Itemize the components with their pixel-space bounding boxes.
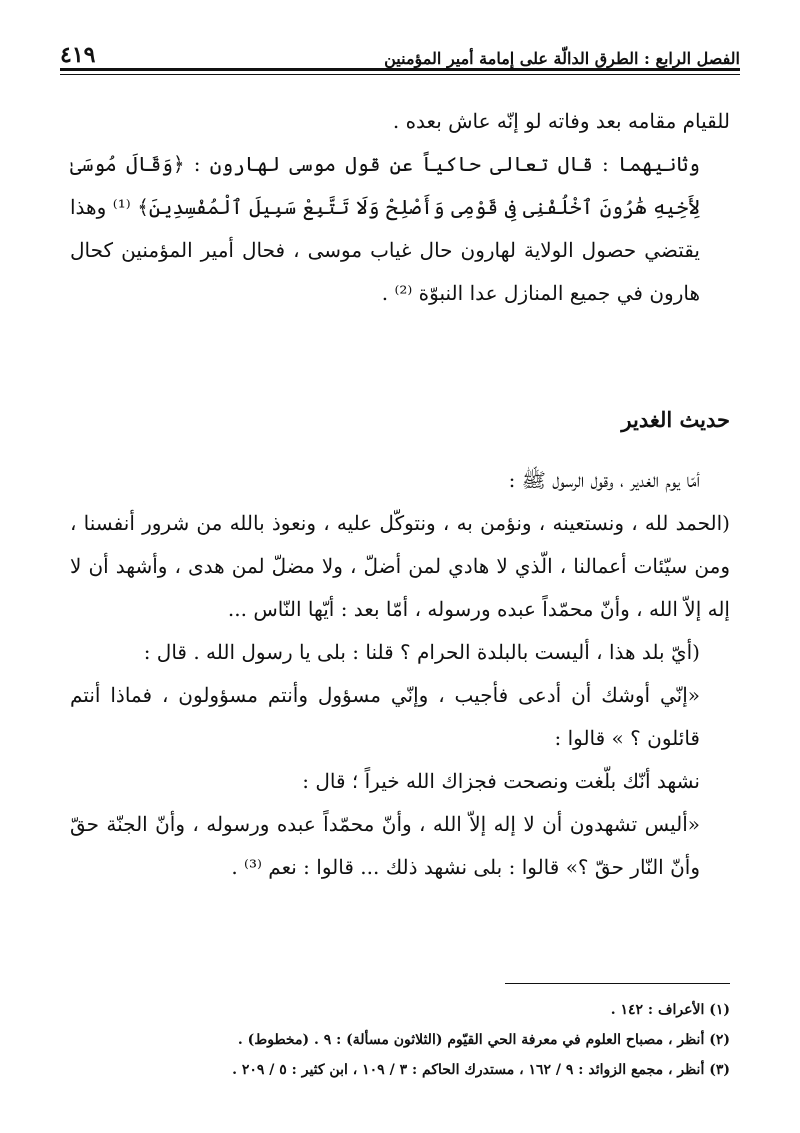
page-number: ٤١٩ bbox=[60, 42, 96, 68]
footnote-3: (٣) أنظر ، مجمع الزوائد : ٩ / ١٦٢ ، مستدرك الحاكم : ٣ / ١٠٩ ، ابن كثير : ٥ / ٢٠٩ . bbox=[232, 1062, 730, 1078]
header-rule-thick bbox=[60, 68, 740, 71]
footnote-rule bbox=[505, 983, 730, 984]
paragraph-7: نشهد أنّك بلّغت ونصحت فجزاك الله خيراً ؛ قال : bbox=[302, 769, 700, 793]
footnotes bbox=[70, 995, 730, 1085]
paragraph-3: أمّا يوم الغدير ، وقول الرسول ﷺ : bbox=[508, 468, 700, 492]
header-rule-thin bbox=[60, 74, 740, 75]
paragraph-6: «إنّي أوشك أن أدعى فأجيب ، وإنّي مسؤول وأنتم مسؤولون ، فماذا أنتم قائلون ؟ » قالوا : bbox=[70, 683, 700, 750]
running-head: الفصل الرابع : الطرق الدالّة على إمامة أمير المؤمنين bbox=[384, 49, 740, 68]
page-header bbox=[60, 38, 740, 68]
paragraph-4: (الحمد لله ، ونستعينه ، ونؤمن به ، ونتوكّل عليه ، ونعوذ بالله من شرور أنفسنا ، ومن سيّئات أعمالنا ، الّذي لا هادي لمن أضلّ ، ولا مضلّ لمن هدى ، وأشهد أن لا إله إلاّ الله ، وأنّ محمّداً عبده ورسوله ، أمّا بعد : أيّها النّاس ... bbox=[70, 511, 730, 621]
footnote-2: (٢) أنظر ، مصباح العلوم في معرفة الحي القيّوم (الثلاثون مسألة) : ٩ . (مخطوط) . bbox=[237, 1032, 730, 1048]
paragraph-1: للقيام مقامه بعد وفاته لو إنّه عاش بعده . bbox=[392, 109, 730, 133]
section-gap bbox=[70, 315, 730, 395]
paragraph-2: وثانيهما : قال تعالى حاكياً عن قول موسى لهارون : ﴿وَقَالَ مُوسَىٰ لِأَخِيهِ هَٰرُونَ ٱخْلُفْنِى فِى قَوْمِى وَأَصْلِحْ وَلَا تَتَّبِعْ سَبِيلَ ٱلْمُفْسِدِينَ﴾ ⁽¹⁾ وهذا يقتضي حصول الولاية لهارون حال غياب موسى ، فحال أمير المؤمنين كحال هارون في جميع المنازل عدا النبوّة ⁽²⁾ . bbox=[70, 152, 700, 305]
footnote-1: (١) الأعراف : ١٤٢ . bbox=[610, 1002, 730, 1018]
main-text bbox=[70, 100, 730, 889]
paragraph-5: (أيّ بلد هذا ، أليست بالبلدة الحرام ؟ قلنا : بلى يا رسول الله . قال : bbox=[143, 640, 700, 664]
paragraph-8: «أليس تشهدون أن لا إله إلاّ الله ، وأنّ محمّداً عبده ورسوله ، وأنّ الجنّة حقّ وأنّ النّار حقّ ؟» قالوا : بلى نشهد ذلك ... قالوا : نعم ⁽³⁾ . bbox=[70, 812, 700, 879]
section-heading: حديث الغدير bbox=[621, 407, 730, 432]
